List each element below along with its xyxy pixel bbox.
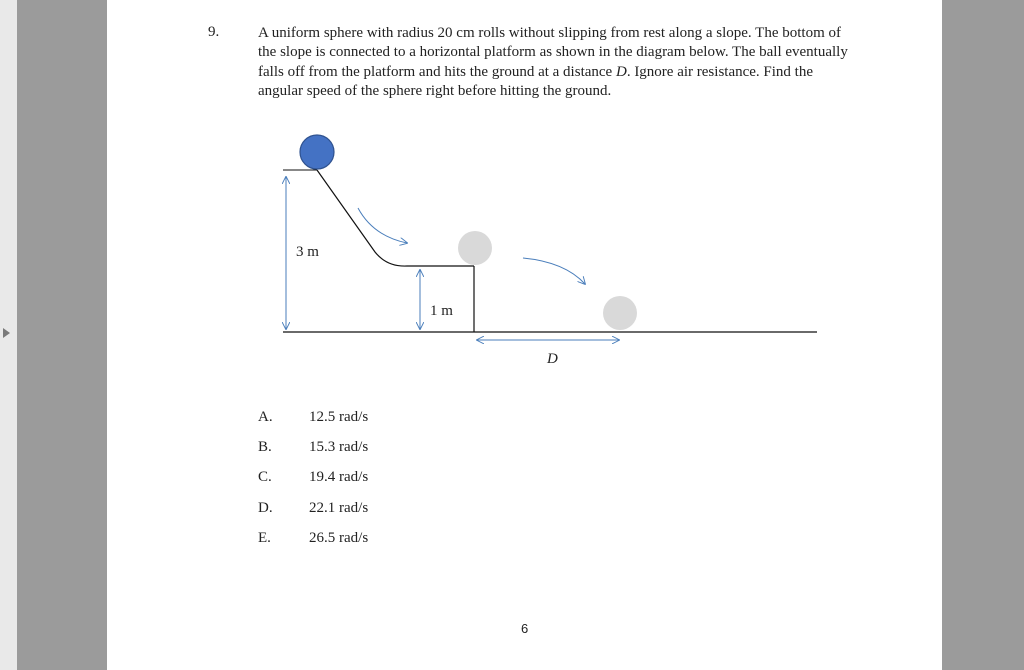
choice-letter: B. — [258, 439, 272, 455]
ball-landing — [603, 296, 637, 330]
question-text-before: A uniform sphere with radius 20 cm rolls without slipping from rest along a slope. The bottom of the slope is connected to a horizontal platform as shown in the diagram below. The ball eventually falls off from the platform and hits the ground at a distance — [258, 25, 848, 80]
choice-value: 19.4 rad/s — [309, 469, 369, 485]
document-page — [107, 0, 942, 670]
expand-arrow-icon[interactable] — [3, 328, 10, 338]
choice-value: 26.5 rad/s — [309, 530, 369, 546]
choice-value: 12.5 rad/s — [309, 409, 369, 425]
slope-curve — [317, 170, 474, 266]
page-number: 6 — [521, 621, 529, 636]
question-text-after: . Ignore air resistance. Find the angular speed of the sphere right before hitting the ground. — [258, 63, 814, 99]
choice-value: 22.1 rad/s — [309, 500, 369, 516]
choice-letter: A. — [258, 409, 273, 425]
ball-start — [300, 135, 334, 169]
choice-letter: C. — [258, 469, 272, 485]
choice-letter: D. — [258, 500, 273, 516]
choice-value: 15.3 rad/s — [309, 439, 369, 455]
motion-arrow-fall — [523, 258, 585, 284]
ball-platform-edge — [458, 231, 492, 265]
choice-letter: E. — [258, 530, 271, 546]
height-3m-label: 3 m — [296, 244, 319, 260]
question-number: 9. — [208, 24, 220, 40]
height-1m-label: 1 m — [430, 303, 453, 319]
physics-diagram — [107, 0, 942, 400]
left-panel-strip — [0, 0, 17, 670]
distance-d-label: D — [547, 351, 558, 367]
question-distance-symbol: D — [615, 63, 627, 80]
